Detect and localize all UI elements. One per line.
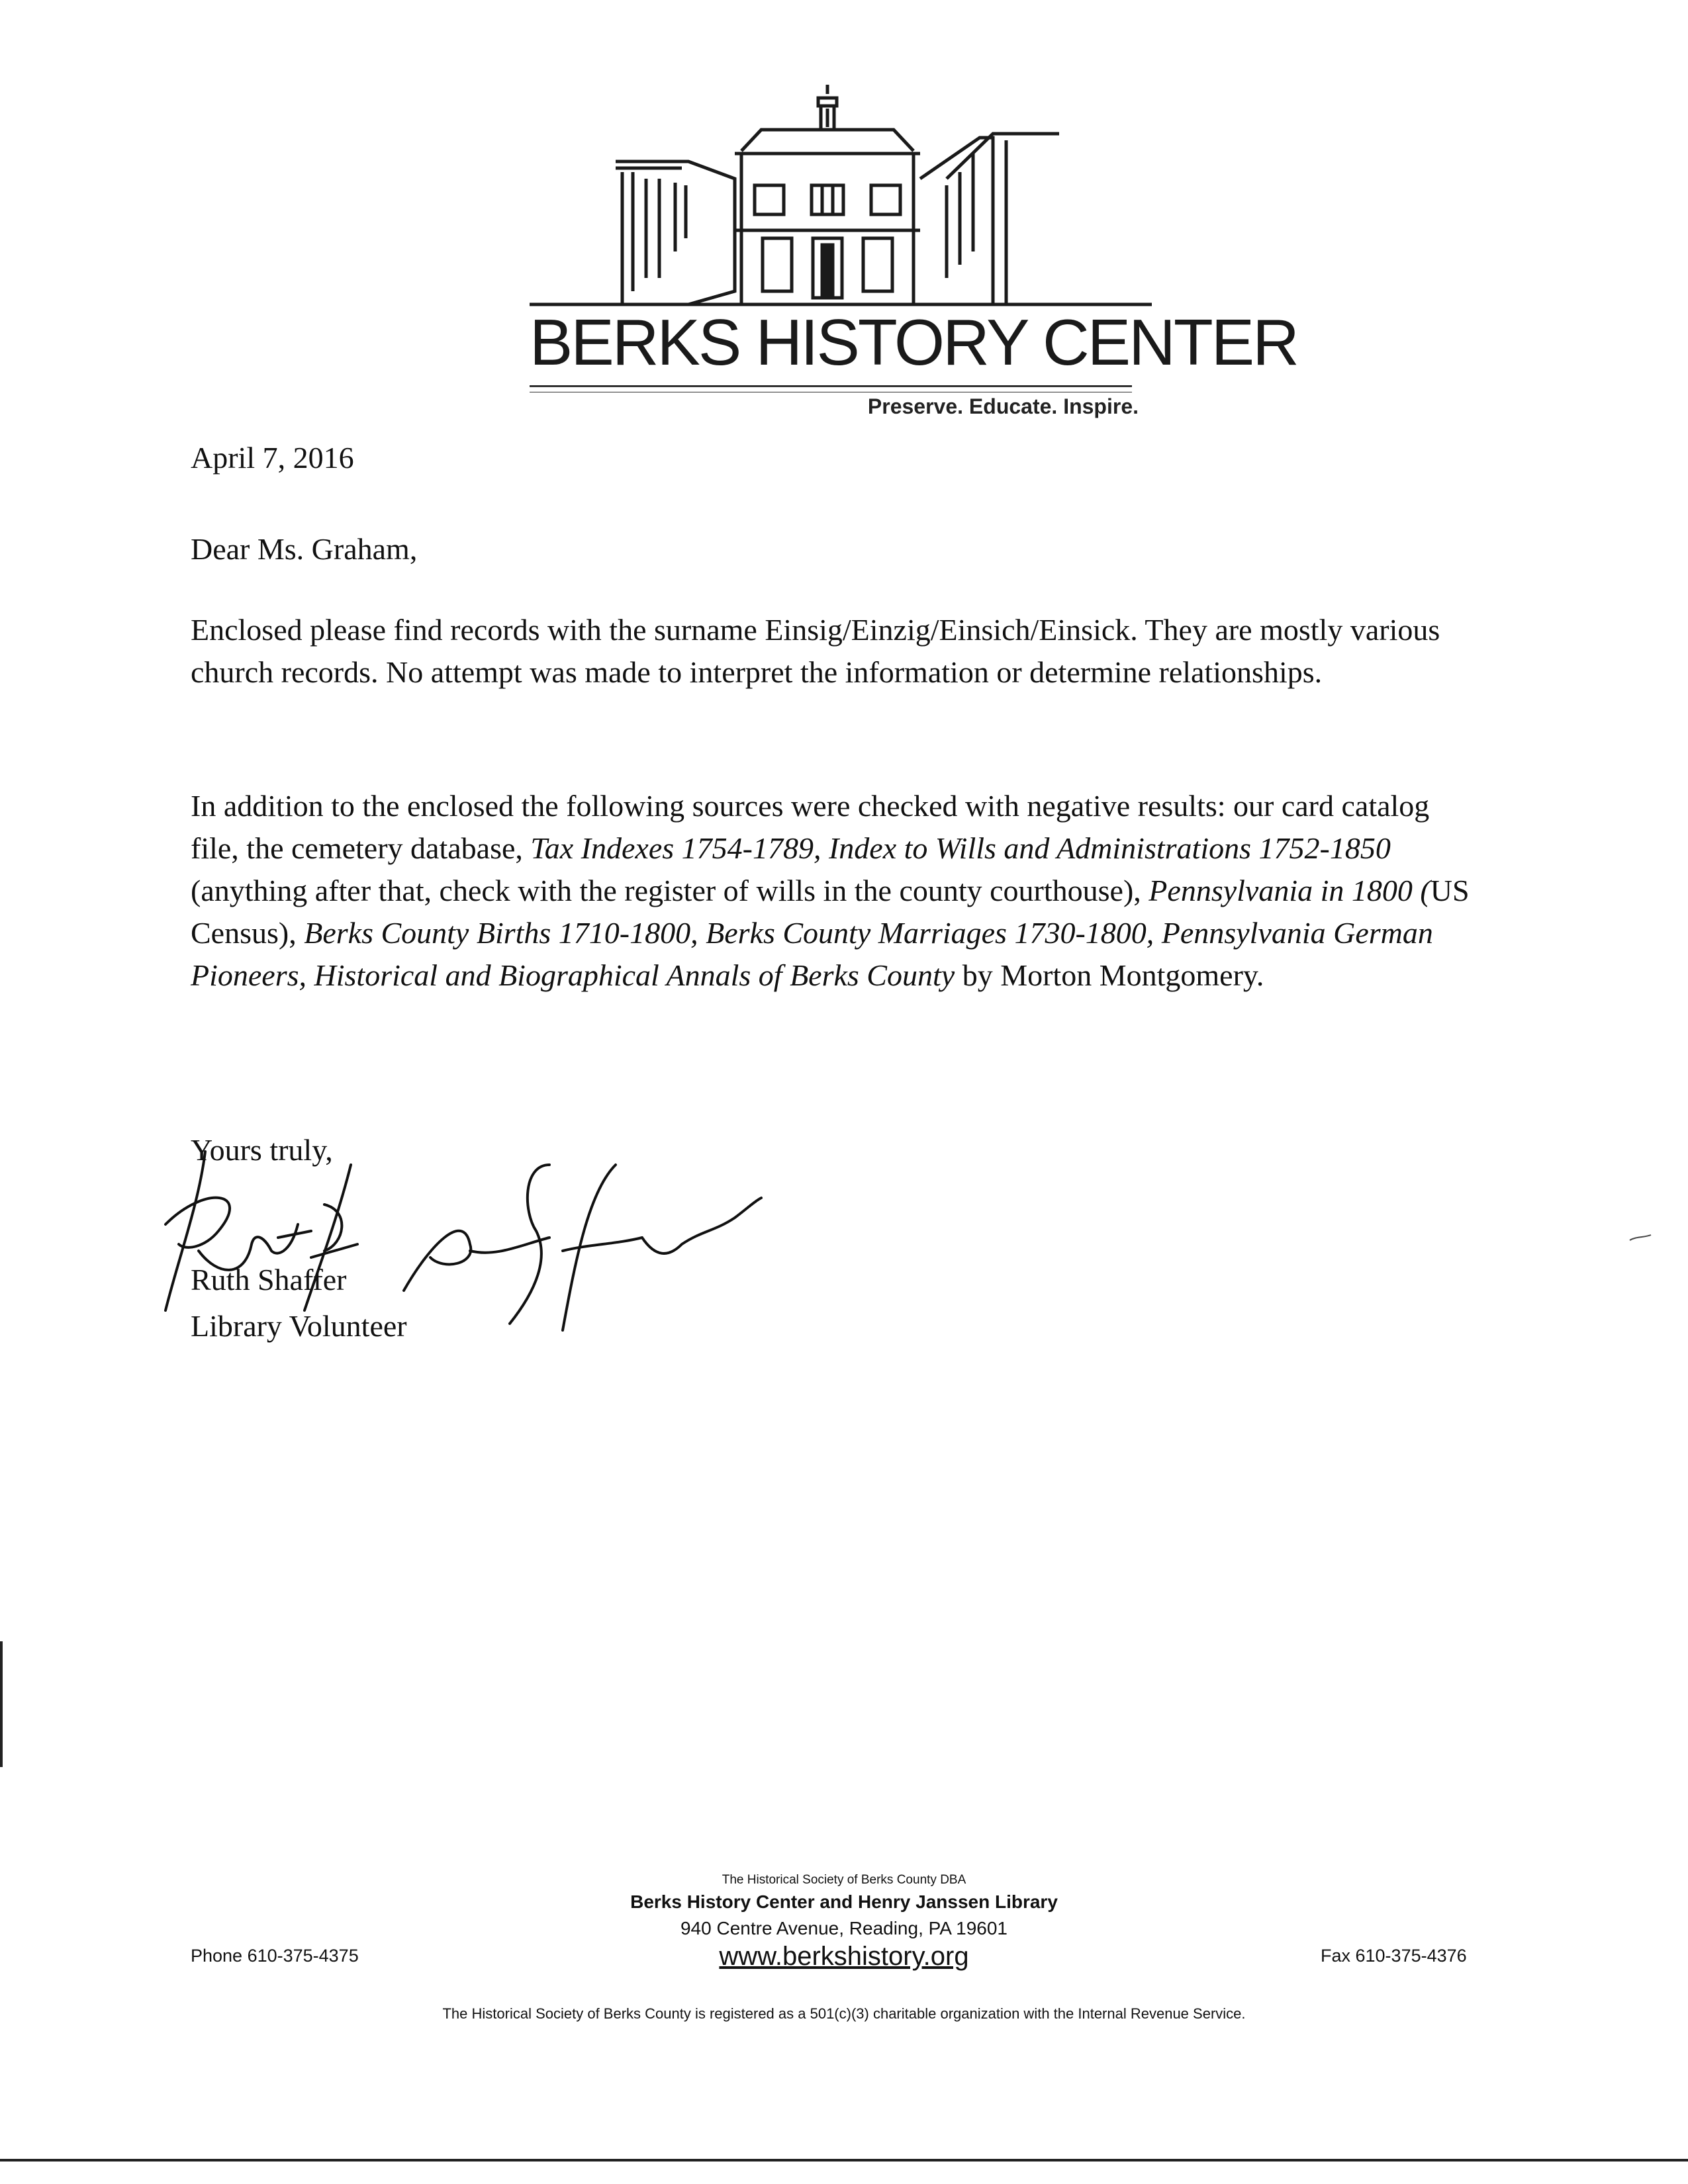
paragraph-2-segment: Berks County Births 1710-1800, Berks County Marriages 1730-1800, Pennsylvania German Pioneers, Historical and Biographical Annals of Berks County (191, 916, 1433, 992)
body-paragraph-2 (191, 785, 1481, 997)
letterhead-rule (530, 385, 1132, 387)
salutation: Dear Ms. Graham, (191, 532, 418, 566)
footer-nonprofit-note: The Historical Society of Berks County is registered as a 501(c)(3) charitable organization with the Internal Revenue Service. (442, 2005, 1246, 2022)
footer-phone: Phone 610-375-4375 (191, 1946, 359, 1966)
closing: Yours truly, (191, 1133, 333, 1167)
building-icon (516, 79, 1165, 344)
body-paragraph-1: Enclosed please find records with the surname Einsig/Einzig/Einsich/Einsick. They are mostly various church records. No attempt was made to interpret the information or determine relationships. (191, 613, 1440, 689)
footer-fax: Fax 610-375-4376 (1321, 1946, 1467, 1966)
footer-library-name: Berks History Center and Henry Janssen Library (630, 1891, 1058, 1912)
paragraph-2-segment: Pennsylvania in 1800 ( (1149, 874, 1430, 907)
footer-website-link[interactable]: www.berkshistory.org (719, 1942, 969, 1971)
bottom-scan-edge (0, 2159, 1688, 2161)
footer-dba-line: The Historical Society of Berks County DBA (722, 1873, 966, 1887)
scan-mark (1628, 1231, 1655, 1244)
paragraph-2-segment: Tax Indexes 1754-1789, Index to Wills and Administrations 1752-1850 (530, 831, 1391, 865)
paragraph-2-segment: by Morton Montgomery. (955, 958, 1264, 992)
signer-name: Ruth Shaffer (191, 1263, 347, 1297)
paragraph-2-segment: In addition to the enclosed the following sources were checked with negative results: our card catalog file, the cemetery database, (191, 789, 1430, 865)
scan-edge-mark (0, 1641, 3, 1767)
signer-title: Library Volunteer (191, 1309, 407, 1343)
paragraph-2-segment: (anything after that, check with the register of wills in the county courthouse), (191, 874, 1149, 907)
footer-address: 940 Centre Avenue, Reading, PA 19601 (680, 1918, 1008, 1938)
berks-history-center-logo (516, 79, 1165, 344)
paragraph-2-segment: US Census), (191, 874, 1470, 950)
tagline: Preserve. Educate. Inspire. (867, 394, 1139, 418)
letter-date: April 7, 2016 (191, 441, 354, 475)
handwritten-signature (152, 1125, 814, 1337)
org-name: BERKS HISTORY CENTER (530, 306, 1297, 379)
